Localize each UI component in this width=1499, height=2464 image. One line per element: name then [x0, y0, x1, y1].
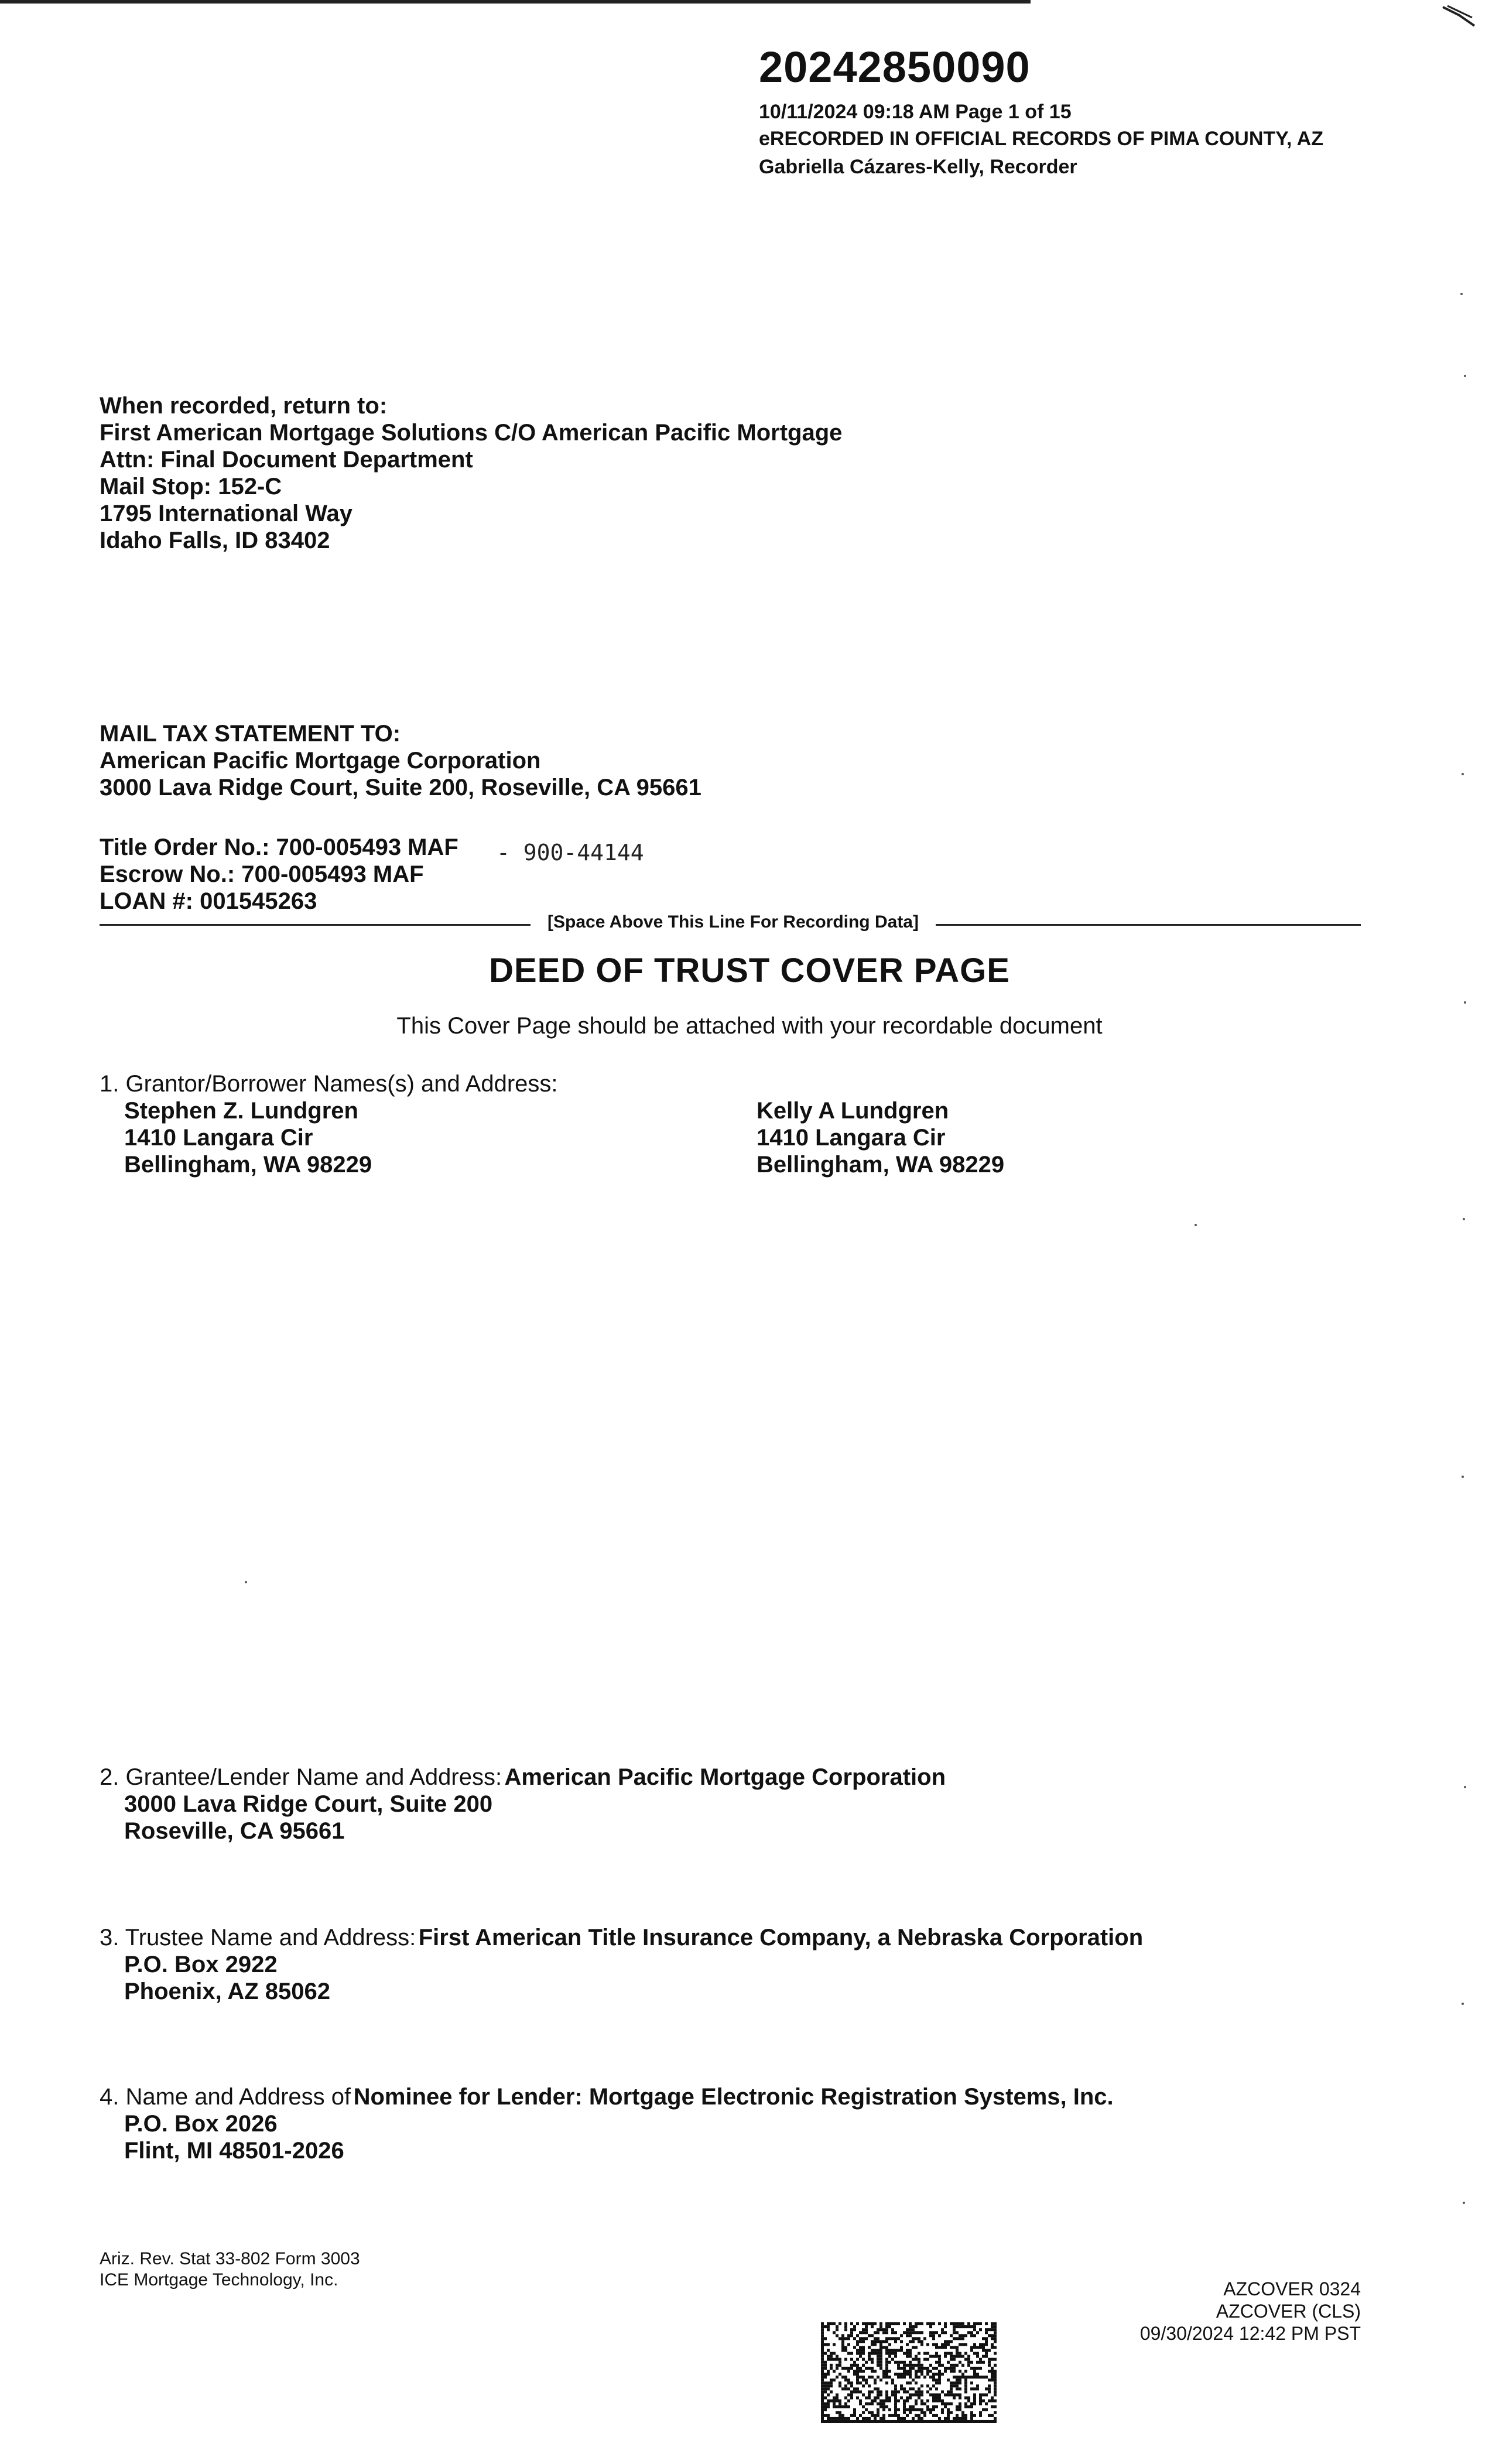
form-code-footer	[1140, 2278, 1361, 2345]
borrower-city: Bellingham, WA 98229	[757, 1152, 1005, 1178]
return-to-line: Idaho Falls, ID 83402	[100, 528, 330, 553]
trustee-label: 3. Trustee Name and Address:	[100, 1925, 416, 1950]
grantee-label: 2. Grantee/Lender Name and Address:	[100, 1764, 502, 1790]
borrower-1	[124, 1097, 372, 1178]
page-corner-mark	[1442, 5, 1477, 28]
borrower-city: Bellingham, WA 98229	[124, 1152, 372, 1178]
document-title: DEED OF TRUST COVER PAGE	[489, 952, 1010, 990]
scan-top-rule	[0, 0, 1031, 4]
scan-speck	[1464, 1001, 1466, 1004]
grantee-name: American Pacific Mortgage Corporation	[504, 1764, 946, 1790]
return-to-line: First American Mortgage Solutions C/O American Pacific Mortgage	[100, 420, 843, 446]
scan-speck	[1462, 773, 1464, 775]
trustee-address	[124, 1951, 330, 2005]
return-to-block	[100, 392, 842, 554]
trustee-street: P.O. Box 2922	[124, 1952, 278, 1977]
grantor-label: 1. Grantor/Borrower Names(s) and Address:	[100, 1071, 558, 1097]
borrower-name: Stephen Z. Lundgren	[124, 1098, 358, 1124]
scan-speck	[1195, 1224, 1197, 1226]
nominee-city: Flint, MI 48501-2026	[124, 2138, 344, 2164]
borrower-street: 1410 Langara Cir	[124, 1125, 313, 1151]
barcode-image	[821, 2322, 997, 2423]
escrow-number: Escrow No.: 700-005493 MAF	[100, 861, 424, 887]
tax-statement-line: American Pacific Mortgage Corporation	[100, 748, 541, 774]
return-to-line: Mail Stop: 152-C	[100, 474, 282, 499]
trustee-section	[100, 1924, 1143, 1951]
loan-number: LOAN #: 001545263	[100, 888, 317, 914]
recording-datetime-page: 10/11/2024 09:18 AM Page 1 of 15	[759, 101, 1072, 123]
form-code-variant: AZCOVER (CLS)	[1216, 2301, 1361, 2322]
form-vendor: ICE Mortgage Technology, Inc.	[100, 2270, 338, 2290]
scan-speck	[1463, 2202, 1465, 2204]
recording-county: eRECORDED IN OFFICIAL RECORDS OF PIMA COUNTY, AZ	[759, 128, 1324, 150]
recording-number: 20242850090	[759, 43, 1031, 91]
grantee-city: Roseville, CA 95661	[124, 1818, 345, 1844]
scan-speck	[1463, 1218, 1465, 1220]
borrower-street: 1410 Langara Cir	[757, 1125, 946, 1151]
nominee-label: 4. Name and Address of	[100, 2084, 351, 2110]
scan-speck	[1464, 1786, 1466, 1788]
trustee-name: First American Title Insurance Company, a Nebraska Corporation	[418, 1925, 1144, 1950]
grantee-section	[100, 1764, 946, 1791]
grantee-street: 3000 Lava Ridge Court, Suite 200	[124, 1791, 493, 1817]
scan-speck	[1464, 375, 1466, 377]
recording-space-rule	[936, 924, 1361, 926]
scan-speck	[1462, 1476, 1464, 1478]
tax-statement-line: 3000 Lava Ridge Court, Suite 200, Roseville, CA 95661	[100, 775, 701, 800]
scan-speck	[245, 1581, 247, 1583]
nominee-address	[124, 2110, 344, 2164]
form-statute: Ariz. Rev. Stat 33-802 Form 3003	[100, 2249, 360, 2268]
grantee-address	[124, 1791, 492, 1844]
return-to-line: Attn: Final Document Department	[100, 447, 473, 473]
form-footer	[100, 2249, 360, 2291]
borrower-name: Kelly A Lundgren	[757, 1098, 949, 1124]
form-code: AZCOVER 0324	[1223, 2278, 1361, 2299]
tax-statement-heading: MAIL TAX STATEMENT TO:	[100, 721, 401, 747]
scan-speck	[1462, 2003, 1464, 2005]
return-to-line: 1795 International Way	[100, 501, 352, 526]
nominee-section	[100, 2083, 1114, 2110]
document-subtitle: This Cover Page should be attached with your recordable document	[396, 1013, 1103, 1039]
order-info-block	[100, 834, 458, 915]
tax-statement-block	[100, 720, 701, 801]
scan-speck	[1460, 293, 1463, 295]
nominee-street: P.O. Box 2026	[124, 2111, 278, 2137]
handwritten-note: - 900-44144	[497, 840, 644, 865]
nominee-name: Nominee for Lender: Mortgage Electronic Registration Systems, Inc.	[353, 2084, 1114, 2110]
trustee-city: Phoenix, AZ 85062	[124, 1979, 330, 2004]
recording-space-rule	[100, 924, 531, 926]
recording-space-label: [Space Above This Line For Recording Data]	[547, 912, 919, 932]
recording-recorder: Gabriella Cázares-Kelly, Recorder	[759, 156, 1077, 178]
borrower-2	[757, 1097, 1004, 1178]
form-print-date: 09/30/2024 12:42 PM PST	[1139, 2323, 1361, 2344]
return-to-heading: When recorded, return to:	[100, 393, 388, 419]
title-order-number: Title Order No.: 700-005493 MAF	[100, 834, 458, 860]
